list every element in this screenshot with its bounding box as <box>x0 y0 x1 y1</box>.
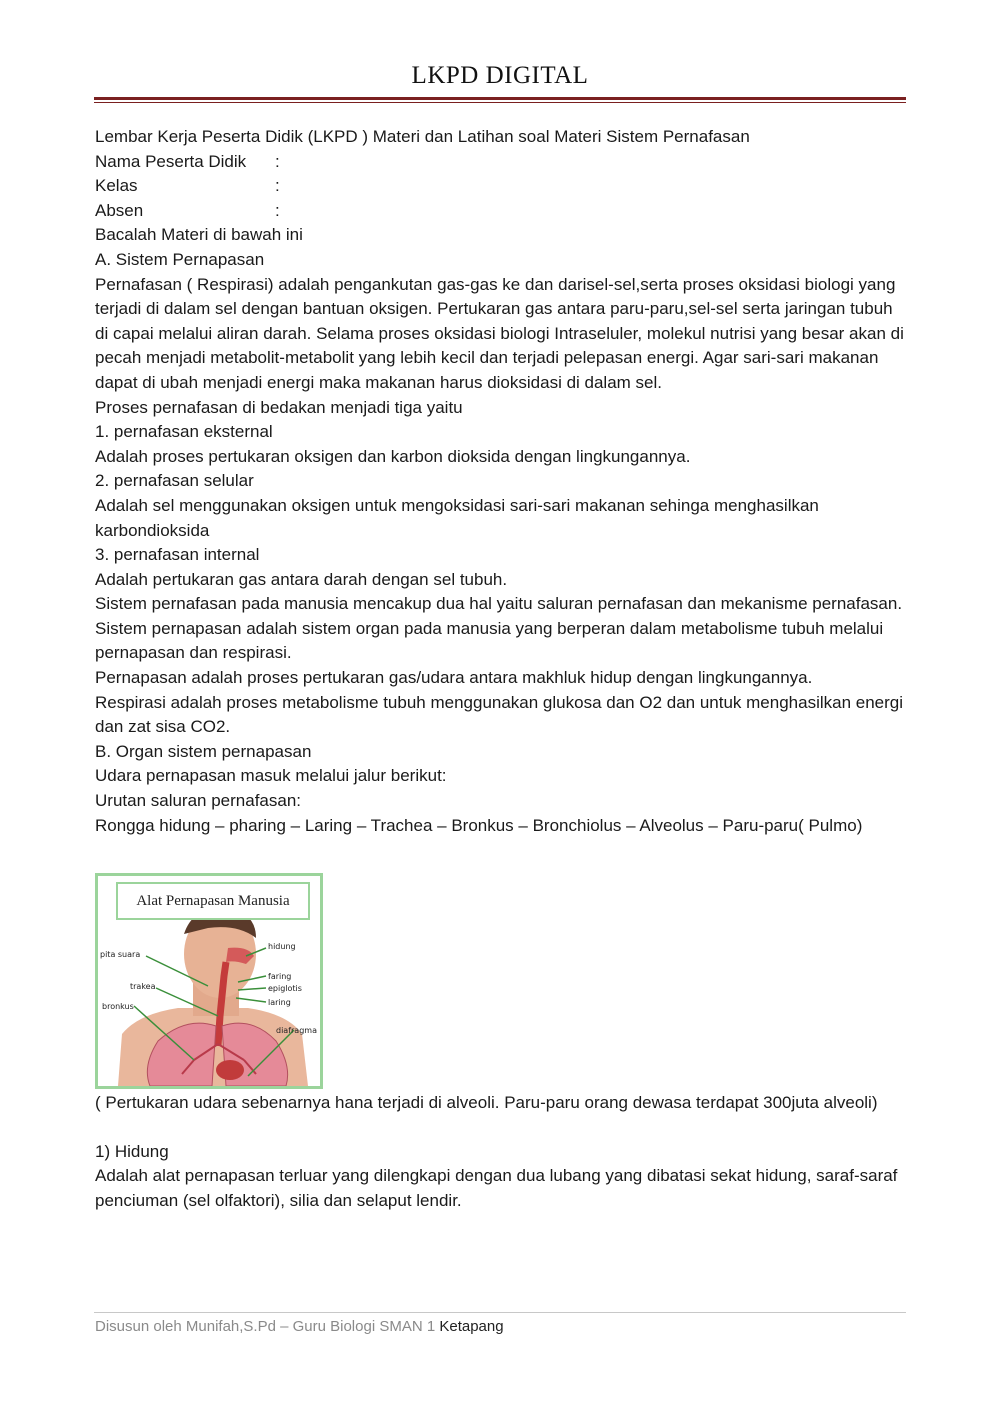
footer-city: Ketapang <box>439 1318 504 1335</box>
header-rule-thin <box>94 102 906 103</box>
paragraph: Pernapasan adalah proses pertukaran gas/udara antara makhluk hidup dengan lingkungannya. <box>95 668 813 688</box>
section-a-paragraph: Pernafasan ( Respirasi) adalah pengankutan gas-gas ke dan darisel-sel,serta proses oksidasi biologi yang terjadi di dalam sel dengan bantuan oksigen. Pertukaran gas antara paru-paru,sel-sel serta jaringan tubuh di capai melalui aliran darah. Selama proses oksidasi biologi Intraseluler, molekul nutrisi yang besar akan di pecah menjadi metabolit-metabolit yang lebih kecil dan terjadi pelepasan energi. Agar sari-sari makanan dapat di ubah menjadi energi maka makanan harus dioksidasi di dalam sel. <box>95 274 904 392</box>
section-a-heading: A. Sistem Pernapasan <box>95 249 265 269</box>
figure-caption: ( Pertukaran udara sebenarnya hana terjadi di alveoli. Paru-paru orang dewasa terdapat 300juta alveoli) <box>95 1093 878 1113</box>
footer-rule <box>94 1312 906 1313</box>
field-label: Nama Peserta Didik <box>95 151 247 171</box>
type-desc: Adalah proses pertukaran oksigen dan karbon dioksida dengan lingkungannya. <box>95 446 691 466</box>
label-faring: faring <box>268 972 292 982</box>
hidung-desc: Adalah alat pernapasan terluar yang dilengkapi dengan dua lubang yang dibatasi sekat hidung, saraf-saraf penciuman (sel olfaktori), silia dan selaput lendir. <box>95 1166 898 1210</box>
type-desc: Adalah pertukaran gas antara darah dengan sel tubuh. <box>95 569 508 589</box>
footer <box>95 1318 504 1335</box>
section-b-line: Udara pernapasan masuk melalui jalur berikut: <box>95 766 447 786</box>
type-title: 2. pernafasan selular <box>95 471 254 491</box>
respiratory-diagram <box>95 873 323 1089</box>
label-epiglotis: epiglotis <box>268 984 302 994</box>
page-title: LKPD DIGITAL <box>411 62 589 89</box>
field-separator: : <box>275 151 280 171</box>
footer-text: Disusun oleh Munifah,S.Pd – Guru Biologi SMAN 1 <box>95 1318 440 1335</box>
label-pita-suara: pita suara <box>100 950 141 960</box>
paragraph: Respirasi adalah proses metabolisme tubuh menggunakan glukosa dan O2 dan untuk menghasilkan energi dan zat sisa CO2. <box>95 692 904 737</box>
field-nama <box>95 150 907 175</box>
label-trakea: trakea <box>130 982 156 992</box>
intro-line: Lembar Kerja Peserta Didik (LKPD ) Materi dan Latihan soal Materi Sistem Pernafasan <box>95 127 750 146</box>
instruction-line: Bacalah Materi di bawah ini <box>95 225 303 245</box>
label-diafragma: diafragma <box>276 1026 317 1036</box>
hidung-heading: 1) Hidung <box>95 1141 169 1161</box>
field-label: Absen <box>95 200 144 220</box>
airway-sequence: Rongga hidung – pharing – Laring – Trachea – Bronkus – Bronchiolus – Alveolus – Paru-paru( Pulmo) <box>95 815 863 835</box>
field-separator: : <box>275 176 280 196</box>
document-body <box>95 125 907 1214</box>
diagram-title: Alat Pernapasan Manusia <box>116 882 310 920</box>
field-separator: : <box>275 200 280 220</box>
header-rule-thick <box>94 97 906 100</box>
field-absen <box>95 199 907 224</box>
field-kelas <box>95 174 907 199</box>
section-b-line: Urutan saluran pernafasan: <box>95 791 302 811</box>
paragraph: Sistem pernapasan adalah sistem organ pada manusia yang berperan dalam metabolisme tubuh melalui pernapasan dan respirasi. <box>95 618 884 663</box>
type-title: 1. pernafasan eksternal <box>95 422 273 442</box>
type-desc: Adalah sel menggunakan oksigen untuk mengoksidasi sari-sari makanan sehinga menghasilkan karbondioksida <box>95 495 819 540</box>
label-laring: laring <box>268 998 291 1008</box>
label-hidung: hidung <box>268 942 296 952</box>
types-intro: Proses pernafasan di bedakan menjadi tiga yaitu <box>95 397 463 417</box>
label-bronkus: bronkus <box>102 1002 134 1012</box>
paragraph: Sistem pernafasan pada manusia mencakup dua hal yaitu saluran pernafasan dan mekanisme pernafasan. <box>95 594 903 614</box>
section-b-heading: B. Organ sistem pernapasan <box>95 741 312 761</box>
field-label: Kelas <box>95 176 138 196</box>
type-title: 3. pernafasan internal <box>95 545 260 565</box>
